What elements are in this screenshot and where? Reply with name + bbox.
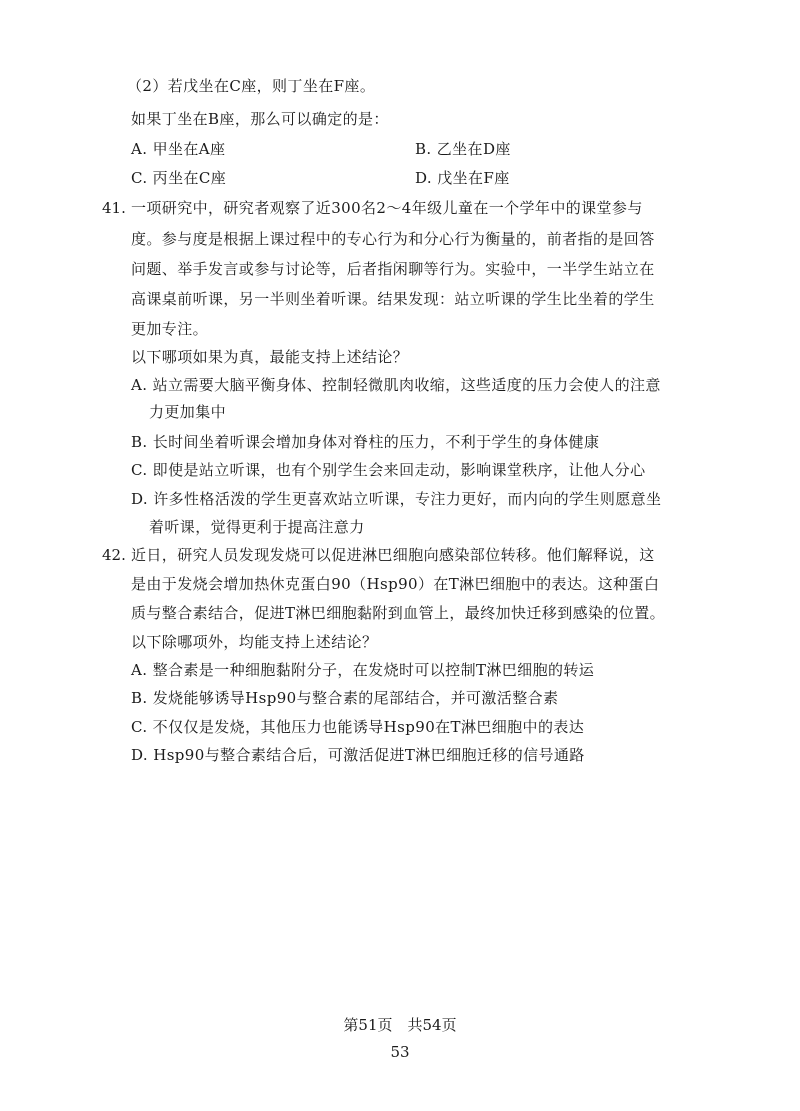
q41-option-a-cont: 力更加集中 <box>149 403 227 421</box>
q40-option-d: D. 戊坐在F座 <box>415 169 510 187</box>
q41-stem-line: 一项研究中，研究者观察了近300名2～4年级儿童在一个学年中的课堂参与 <box>131 199 643 217</box>
q41-option-c: C. 即使是站立听课，也有个别学生会来回走动，影响课堂秩序，让他人分心 <box>131 461 646 479</box>
q42-number: 42. <box>102 546 126 564</box>
q42-option-b: B. 发烧能够诱导Hsp90与整合素的尾部结合，并可激活整合素 <box>131 689 559 707</box>
q42-prompt: 以下除哪项外，均能支持上述结论？ <box>131 633 378 651</box>
q40-condition-2: （2）若戊坐在C座，则丁坐在F座。 <box>127 77 376 95</box>
q41-option-a: A. 站立需要大脑平衡身体、控制轻微肌肉收缩，这些适度的压力会使人的注意 <box>131 376 661 394</box>
q42-stem-line: 质与整合素结合，促进T淋巴细胞黏附到血管上，最终加快迁移到感染的位置。 <box>131 604 666 622</box>
q41-number: 41. <box>102 199 126 217</box>
q40-prompt: 如果丁坐在B座，那么可以确定的是： <box>131 110 389 128</box>
q41-option-d-cont: 着听课，觉得更利于提高注意力 <box>149 518 365 536</box>
q41-option-b: B. 长时间坐着听课会增加身体对脊柱的压力，不利于学生的身体健康 <box>131 433 600 451</box>
q41-prompt: 以下哪项如果为真，最能支持上述结论？ <box>131 348 409 366</box>
q41-option-d: D. 许多性格活泼的学生更喜欢站立听课，专注力更好，而内向的学生则愿意坐 <box>131 490 662 508</box>
q42-option-a: A. 整合素是一种细胞黏附分子，在发烧时可以控制T淋巴细胞的转运 <box>131 661 595 679</box>
q42-stem-line: 是由于发烧会增加热休克蛋白90（Hsp90）在T淋巴细胞中的表达。这种蛋白 <box>131 575 660 593</box>
q41-stem-line: 更加专注。 <box>131 320 209 338</box>
q40-option-c: C. 丙坐在C座 <box>131 169 227 187</box>
page-number: 53 <box>390 1043 410 1061</box>
q40-option-b: B. 乙坐在D座 <box>415 140 511 158</box>
q41-stem-line: 度。参与度是根据上课过程中的专心行为和分心行为衡量的，前者指的是回答 <box>131 230 655 248</box>
q42-option-d: D. Hsp90与整合素结合后，可激活促进T淋巴细胞迁移的信号通路 <box>131 746 585 764</box>
page-label: 第51页 共54页 <box>343 1016 457 1034</box>
q41-stem-line: 问题、举手发言或参与讨论等，后者指闲聊等行为。实验中，一半学生站立在 <box>131 260 655 278</box>
q40-option-a: A. 甲坐在A座 <box>131 140 226 158</box>
q42-option-c: C. 不仅仅是发烧，其他压力也能诱导Hsp90在T淋巴细胞中的表达 <box>131 718 585 736</box>
q41-stem-line: 高课桌前听课，另一半则坐着听课。结果发现：站立听课的学生比坐着的学生 <box>131 290 655 308</box>
q42-stem-line: 近日，研究人员发现发烧可以促进淋巴细胞向感染部位转移。他们解释说，这 <box>131 546 655 564</box>
